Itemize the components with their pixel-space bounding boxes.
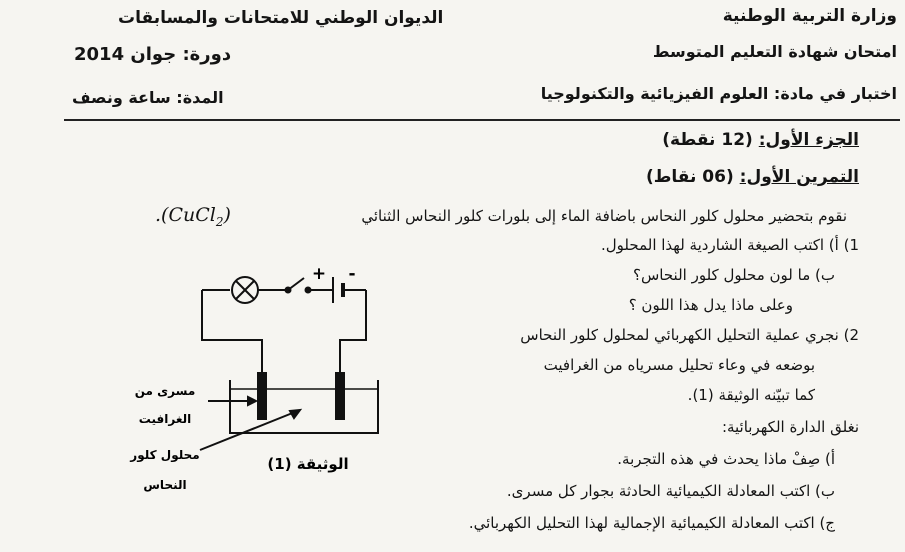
formula-open: (	[161, 204, 169, 226]
exercise-title: التمرين الأول:	[739, 167, 859, 187]
solution-arrowhead	[290, 410, 300, 418]
part-title: الجزء الأول:	[758, 130, 859, 150]
question-2-line2: بوضعه في وعاء تحليل مسرياه من الغرافيت	[543, 356, 815, 374]
electrode-right	[336, 373, 344, 419]
part-heading	[662, 130, 859, 150]
question-2b: ب) اكتب المعادلة الكيميائية الحادثة بجوار كل مسرى.	[506, 482, 835, 500]
switch-lever	[288, 278, 304, 290]
electrode-left	[258, 373, 266, 419]
electrode-arrowhead	[248, 397, 256, 405]
question-1b: ب) ما لون محلول كلور النحاس؟	[633, 266, 835, 284]
battery-minus-sign: -	[348, 264, 356, 284]
formula-end: .	[155, 204, 162, 226]
question-2-line1: 2) نجري عملية التحليل الكهربائي لمحلول كلور النحاس	[520, 326, 859, 344]
electrode-label-line2: الغرافيت	[138, 412, 192, 426]
solution-label-line2: النحاس	[143, 478, 187, 492]
exercise-heading	[646, 167, 859, 187]
wire-left	[202, 290, 262, 415]
solution-pointer	[200, 410, 300, 450]
formula-base: CuCl	[168, 204, 216, 226]
part-points: (12 نقطة)	[662, 130, 753, 150]
formula-close: )	[223, 204, 231, 226]
ministry-title: وزارة التربية الوطنية	[722, 6, 897, 26]
battery-plus-sign: +	[311, 264, 327, 284]
formula-subscript: 2	[215, 214, 224, 229]
question-1b-follow: وعلى ماذا يدل هذا اللون ؟	[628, 296, 793, 314]
session-year: 2014	[74, 44, 125, 65]
question-2c: ج) اكتب المعادلة الكيميائية الإجمالية لهذا التحليل الكهربائي.	[468, 514, 835, 532]
electrolysis-diagram	[90, 255, 420, 505]
header-divider	[64, 119, 900, 121]
session-label	[74, 44, 231, 65]
intro-text: نقوم بتحضير محلول كلور النحاس باضافة الماء إلى بلورات كلور النحاس الثنائي	[361, 207, 847, 225]
duration: المدة: ساعة ونصف	[72, 88, 224, 107]
question-2-line3: كما تبيّنه الوثيقة (1).	[687, 386, 815, 404]
exercise-points: (06 نقاط)	[645, 167, 734, 187]
chemical-formula	[155, 204, 231, 229]
exam-title: امتحان شهادة التعليم المتوسط	[652, 42, 897, 61]
office-title: الديوان الوطني للامتحانات والمسابقات	[118, 8, 444, 28]
figure-caption: الوثيقة (1)	[267, 455, 349, 473]
question-1a: 1) أ) اكتب الصيغة الشاردية لهذا المحلول.	[601, 236, 859, 254]
session-text: دورة: جوان	[130, 44, 232, 65]
electrode-label-line1: مسرى من	[134, 384, 196, 398]
question-2a: أ) صِفْ ماذا يحدث في هذه التجربة.	[617, 450, 835, 468]
close-circuit-text: نغلق الدارة الكهربائية:	[721, 418, 859, 436]
solution-label-line1: محلول كلور	[130, 448, 200, 462]
subject-title: اختبار في مادة: العلوم الفيزيائية والتكنولوجيا	[540, 84, 897, 103]
electrolysis-vessel	[230, 380, 378, 433]
